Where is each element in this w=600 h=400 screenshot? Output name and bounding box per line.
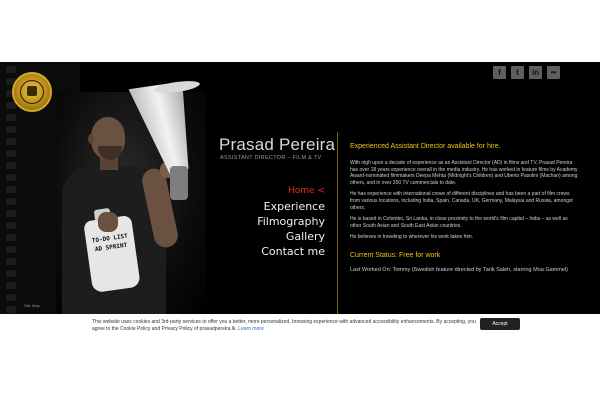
learn-more-link[interactable]: Learn more	[238, 326, 264, 332]
film-perforation	[6, 162, 16, 169]
film-perforation	[6, 258, 16, 265]
site-title: ASSISTANT DIRECTOR – FILM & TV	[220, 155, 322, 161]
linkedin-icon[interactable]: in	[529, 66, 542, 79]
cookie-message	[92, 319, 477, 333]
film-perforation	[6, 198, 16, 205]
flickr-icon[interactable]: ••	[547, 66, 560, 79]
film-perforation	[6, 222, 16, 229]
content-divider	[337, 132, 338, 314]
film-perforation	[6, 282, 16, 289]
current-status: Current Status: Free for work	[350, 251, 441, 259]
twitter-icon[interactable]: t	[511, 66, 524, 79]
film-perforation	[6, 186, 16, 193]
film-perforation	[6, 306, 16, 313]
logo-seal-icon[interactable]	[12, 72, 52, 112]
site-banner	[0, 62, 600, 314]
bio-paragraph: He has experience with international crews of different disciplines and has been a part of film crews from various locations, including India, Spain, Canada, UK, Germany, Malaysia and Russia, amongst others.	[350, 191, 573, 211]
film-perforation	[6, 114, 16, 121]
last-worked-on: Last Worked On: Tommy (Swedish feature directed by Tarik Saleh, starring Moa Gammel)	[350, 266, 568, 273]
intro-content	[350, 142, 580, 274]
bio-paragraph: With nigh upon a decade of experience as an Assistant Director (AD) in films and TV, Prasad Pereira has over 18 years experience overall in the media industry. He has worked in feature films by Academy Award-nominated filmmakers Deepa Mehta (Midnight's Children) and Uberto Pasolini (Machan) among others, and in over 200 TV commercials to date.	[350, 160, 578, 186]
film-perforation	[6, 150, 16, 157]
cookie-text: This website uses cookies and 3rd-party services to offer you a better, more personalized, browsing experience with advanced accessibility enhancements. By accepting, you agree to the Cookie Policy and Privacy Policy of prasadpereira.lk.	[92, 319, 476, 332]
menu-item-home[interactable]: Home <	[288, 186, 325, 196]
logo-core	[27, 86, 37, 96]
cookie-banner	[0, 314, 600, 338]
site-map-link[interactable]: Site Map	[24, 303, 40, 308]
film-perforation	[6, 246, 16, 253]
film-perforation	[6, 234, 16, 241]
bio-paragraph: He believes in traveling to wherever his work takes him.	[350, 234, 474, 241]
film-perforation	[6, 210, 16, 217]
menu-item-filmography[interactable]: Filmography	[257, 215, 325, 228]
facebook-icon[interactable]: f	[493, 66, 506, 79]
film-perforation	[6, 66, 16, 73]
film-perforation	[6, 138, 16, 145]
menu-item-contact[interactable]: Contact me	[261, 245, 325, 258]
film-perforation	[6, 174, 16, 181]
bottle-label: TO-DO LIST AD SPRINT	[91, 232, 129, 254]
bio-paragraph: He is based in Colombo, Sri Lanka, in close proximity to the world's film capital – India – as well as other South Asian and South East Asian countries.	[350, 216, 568, 229]
social-links	[493, 66, 560, 79]
megaphone-icon	[150, 80, 210, 210]
film-perforation	[6, 270, 16, 277]
accept-cookies-button[interactable]: Accept	[480, 318, 520, 330]
menu-item-experience[interactable]: Experience	[263, 200, 325, 213]
main-menu	[257, 185, 325, 259]
menu-item-gallery[interactable]: Gallery	[285, 230, 325, 243]
film-perforation	[6, 294, 16, 301]
hire-headline: Experienced Assistant Director available for hire.	[350, 143, 501, 150]
film-perforation	[6, 126, 16, 133]
site-name: Prasad Pereira	[219, 135, 336, 154]
